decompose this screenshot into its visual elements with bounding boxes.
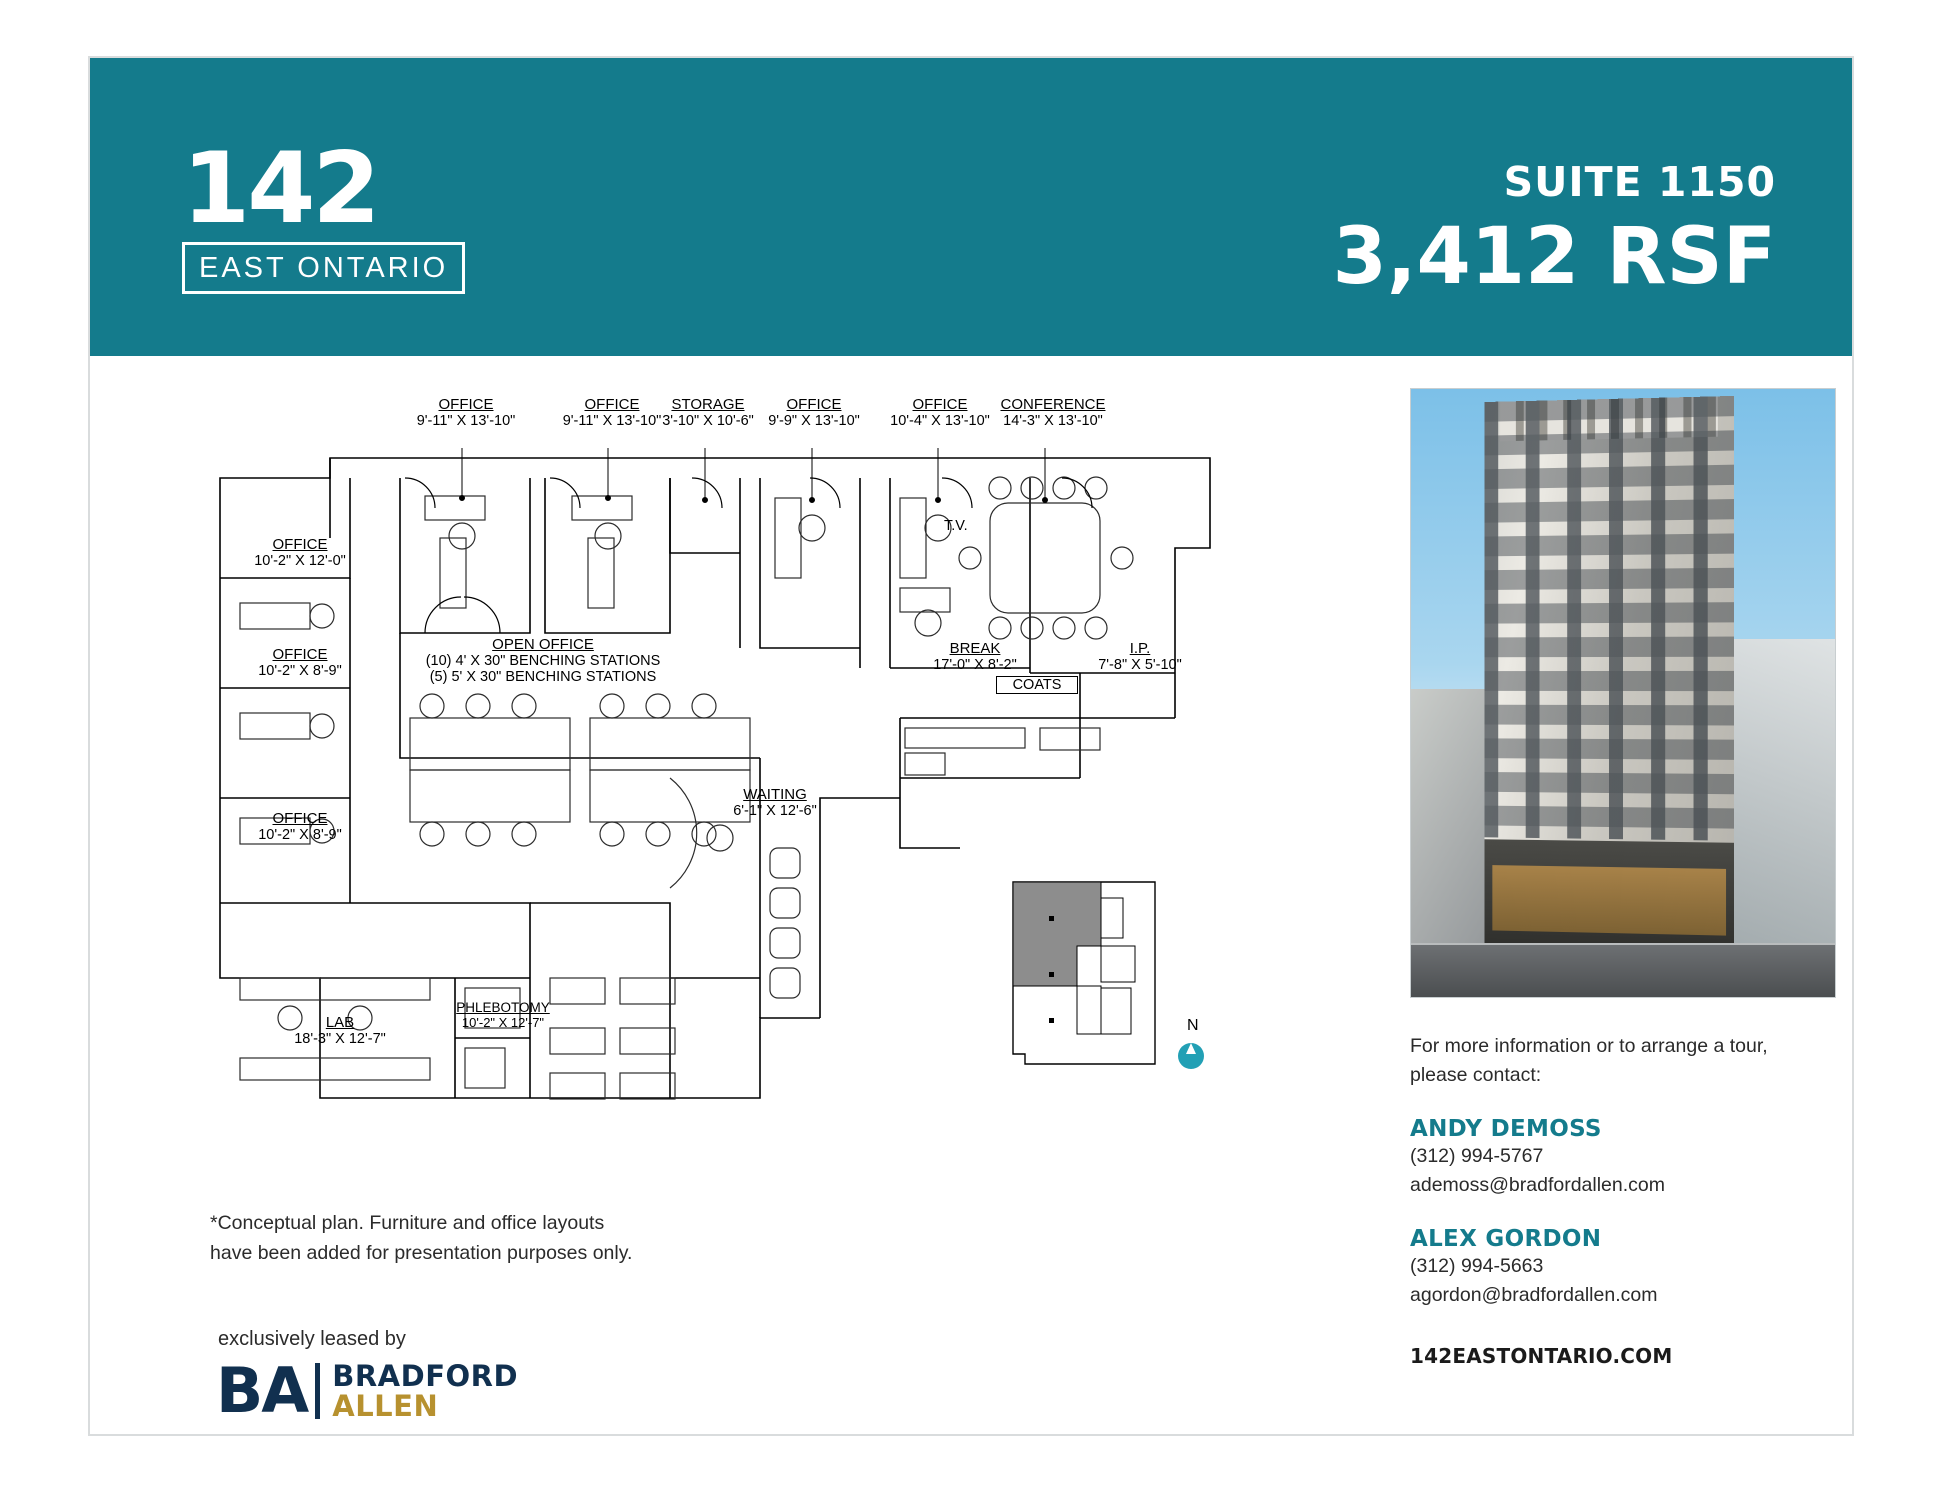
logo-subtitle: EAST ONTARIO xyxy=(182,242,465,294)
contact-name-2: ALEX GORDON xyxy=(1410,1226,1602,1252)
ba-monogram: BA xyxy=(216,1354,308,1427)
contact-card-2 xyxy=(1410,1226,1840,1310)
contact-name-1: ANDY DEMOSS xyxy=(1410,1116,1602,1142)
website-link[interactable]: 142EASTONTARIO.COM xyxy=(1410,1344,1673,1368)
room-name: STORAGE xyxy=(671,396,745,413)
coats-label: COATS xyxy=(996,676,1078,694)
contact-intro xyxy=(1410,1032,1840,1090)
bradford-allen-logo xyxy=(216,1354,519,1427)
property-logo xyxy=(182,132,472,294)
photo-storefront xyxy=(1492,865,1726,936)
suite-rsf: 3,412 RSF xyxy=(1332,212,1776,302)
room-dims: 10'-2" X 12'-7" xyxy=(461,1015,545,1030)
room-name: OFFICE xyxy=(584,396,640,413)
room-dims: 10'-2" X 12'-0" xyxy=(254,553,346,569)
floor-plan xyxy=(200,396,1360,1178)
contact-intro-line-2: please contact: xyxy=(1410,1064,1542,1086)
open-office-line2: (5) 5' X 30" BENCHING STATIONS xyxy=(429,669,657,685)
flyer-page xyxy=(88,56,1854,1436)
page-header xyxy=(90,58,1852,356)
room-name: OFFICE xyxy=(912,396,968,413)
building-photo xyxy=(1410,388,1836,998)
logo-number: 142 xyxy=(182,132,378,246)
contact-phone-2[interactable]: (312) 994-5663 xyxy=(1410,1255,1544,1277)
right-column xyxy=(1410,388,1840,1368)
room-dims: 9'-9" X 13'-10" xyxy=(768,413,860,429)
contact-email-2[interactable]: agordon@bradfordallen.com xyxy=(1410,1284,1658,1306)
room-name: LAB xyxy=(325,1014,355,1031)
room-name: I.P. xyxy=(1129,640,1151,657)
north-label: N xyxy=(1187,1017,1199,1034)
key-plan xyxy=(1005,868,1255,1088)
room-dims: 6'-1" X 12'-6" xyxy=(733,803,817,819)
room-name: BREAK xyxy=(949,640,1001,657)
contact-phone-1[interactable]: (312) 994-5767 xyxy=(1410,1145,1544,1167)
ba-divider xyxy=(315,1363,320,1419)
photo-main-building xyxy=(1485,396,1735,962)
contact-card-1 xyxy=(1410,1116,1840,1200)
room-dims: 9'-11" X 13'-10" xyxy=(562,413,662,429)
key-plan-svg xyxy=(1005,868,1255,1088)
room-dims: 14'-3" X 13'-10" xyxy=(1003,413,1103,429)
photo-street xyxy=(1411,945,1835,997)
room-name: CONFERENCE xyxy=(1000,396,1106,413)
room-dims: 10'-2" X 8'-9" xyxy=(258,663,342,679)
room-dims: 7'-8" X 5'-10" xyxy=(1098,657,1182,673)
contact-email-1[interactable]: ademoss@bradfordallen.com xyxy=(1410,1174,1666,1196)
tv-label: T.V. xyxy=(944,518,968,534)
room-name: WAITING xyxy=(743,786,807,803)
room-dims: 3'-10" X 10'-6" xyxy=(662,413,754,429)
room-dims: 10'-4" X 13'-10" xyxy=(890,413,990,429)
room-name: PHLEBOTOMY xyxy=(456,1000,550,1015)
open-office-line1: (10) 4' X 30" BENCHING STATIONS xyxy=(425,653,661,669)
room-dims: 17'-0" X 8'-2" xyxy=(933,657,1017,673)
open-office-title: OPEN OFFICE xyxy=(492,636,594,653)
room-name: OFFICE xyxy=(272,536,328,553)
contact-intro-line-1: For more information or to arrange a tour, xyxy=(1410,1035,1768,1057)
room-dims: 10'-2" X 8'-9" xyxy=(258,827,342,843)
room-dims: 9'-11" X 13'-10" xyxy=(416,413,516,429)
room-name: OFFICE xyxy=(272,646,328,663)
plan-disclaimer xyxy=(210,1208,632,1268)
room-name: OFFICE xyxy=(438,396,494,413)
disclaimer-line-2: have been added for presentation purposes only. xyxy=(210,1242,633,1264)
suite-info xyxy=(1333,158,1776,302)
ba-word-bradford: BRADFORD xyxy=(332,1359,519,1393)
disclaimer-line-1: *Conceptual plan. Furniture and office layouts xyxy=(210,1212,605,1234)
room-name: OFFICE xyxy=(786,396,842,413)
ba-wordmark xyxy=(332,1361,518,1421)
room-dims: 18'-3" X 12'-7" xyxy=(294,1031,386,1047)
leased-by-text: exclusively leased by xyxy=(218,1328,406,1350)
ba-word-allen: ALLEN xyxy=(332,1389,439,1423)
suite-number: SUITE 1150 xyxy=(1503,158,1776,206)
room-name: OFFICE xyxy=(272,810,328,827)
photo-window-grid xyxy=(1485,396,1735,841)
